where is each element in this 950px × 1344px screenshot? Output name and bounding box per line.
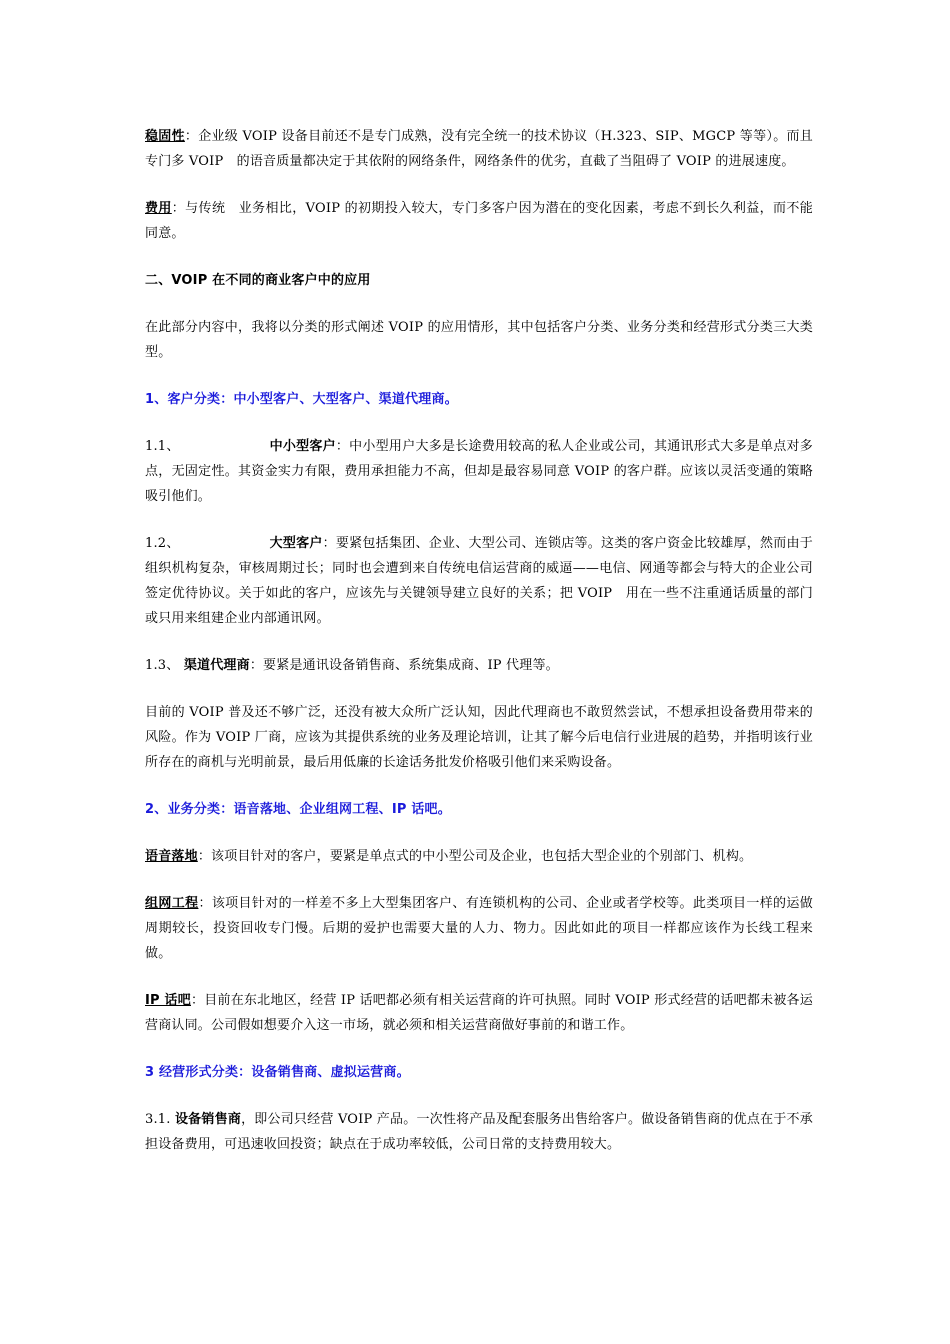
heading-operation-classification: 3 经营形式分类：设备销售商、虚拟运营商。	[145, 1065, 410, 1080]
document-body	[145, 124, 813, 1157]
item-3-1	[145, 1107, 813, 1157]
paragraph-network-project	[145, 891, 813, 966]
term-stability: 稳固性	[145, 129, 185, 144]
term-voice-landing: 语音落地	[145, 849, 198, 864]
paragraph-ip-bar	[145, 988, 813, 1038]
heading-business-classification: 2、业务分类：语音落地、企业组网工程、IP 话吧。	[145, 802, 451, 817]
paragraph-intro: 在此部分内容中，我将以分类的形式阐述 VOIP 的应用情形，其中包括客户分类、业务分类和经营形式分类三大类型。	[145, 320, 813, 360]
heading-customer-classification: 1、客户分类：中小型客户、大型客户、渠道代理商。	[145, 392, 458, 407]
item-number: 3.1.	[145, 1112, 175, 1127]
paragraph-voice-landing	[145, 844, 813, 869]
item-1-3	[145, 653, 813, 678]
item-text: ，即公司只经营 VOIP 产品。一次性将产品及配套服务出售给客户。做设备销售商的优点在于不承担设备费用，可迅速收回投资；缺点在于成功率较低，公司日常的支持费用较大。	[145, 1112, 813, 1152]
term-channel-agent: 渠道代理商	[183, 658, 250, 673]
paragraph-text: ：该项目针对的一样差不多上大型集团客户、有连锁机构的公司、企业或者学校等。此类项目一样的运做周期较长，投资回收专门慢。后期的爱护也需要大量的人力、物力。因此如此的项目一样都应该作为长线工程来做。	[145, 896, 813, 961]
item-text: ：要紧包括集团、企业、大型公司、连锁店等。这类的客户资金比较雄厚，然而由于组织机构复杂，审核周期过长；同时也会遭到来自传统电信运营商的威逼——电信、网通等都会与特大的企业公司签定优待协议。关于如此的客户，应该先与关键领导建立良好的关系；把 VOIP 用在一些不注重通话质量的部门或只用来组建企业内部通讯网。	[145, 536, 813, 626]
term-equipment-seller: 设备销售商	[174, 1112, 242, 1127]
paragraph-agent-detail: 目前的 VOIP 普及还不够广泛，还没有被大众所广泛认知，因此代理商也不敢贸然尝试，不想承担设备费用带来的风险。作为 VOIP 厂商，应该为其提供系统的业务及理论培训，让其了解今后电信行业进展的趋势，并指明该行业所存在的商机与光明前景，最后用低廉的长途话务批发价格吸引他们来采购设备。	[145, 705, 813, 770]
paragraph-stability-text: ：企业级 VOIP 设备目前还不是专门成熟，没有完全统一的技术协议（H.323、SIP、MGCP 等等）。而且专门多 VOIP 的语音质量都决定于其依附的网络条件，网络条件的优劣，直截了当阻碍了 VOIP 的进展速度。	[145, 129, 813, 169]
paragraph-text: ：目前在东北地区，经营 IP 话吧都必须有相关运营商的许可执照。同时 VOIP 形式经营的话吧都未被各运营商认同。公司假如想要介入这一市场，就必须和相关运营商做好事前的和谐工作。	[145, 993, 813, 1033]
term-network-project: 组网工程	[145, 896, 199, 911]
paragraph-cost	[145, 196, 813, 246]
item-number: 1.2、	[145, 536, 180, 551]
term-large-customer: 大型客户	[269, 536, 323, 551]
item-1-1	[145, 434, 813, 509]
paragraph-cost-text: ：与传统 业务相比，VOIP 的初期投入较大，专门多客户因为潜在的变化因素，考虑不到长久利益，而不能同意。	[145, 201, 813, 241]
term-cost: 费用	[145, 201, 172, 216]
item-1-2	[145, 531, 813, 631]
item-text: ：要紧是通讯设备销售商、系统集成商、IP 代理等。	[249, 658, 559, 673]
item-number: 1.3、	[145, 658, 180, 673]
paragraph-text: ：该项目针对的客户，要紧是单点式的中小型公司及企业，也包括大型企业的个别部门、机构。	[197, 849, 753, 864]
paragraph-stability	[145, 124, 813, 174]
term-small-medium-customer: 中小型客户	[269, 439, 336, 454]
term-ip-bar: IP 话吧	[145, 993, 191, 1008]
item-text: ：中小型用户大多是长途费用较高的私人企业或公司，其通讯形式大多是单点对多点，无固定性。其资金实力有限，费用承担能力不高，但却是最容易同意 VOIP 的客户群。应该以灵活变通的策略吸引他们。	[145, 439, 813, 504]
item-number: 1.1、	[145, 439, 180, 454]
section-heading-2: 二、VOIP 在不同的商业客户中的应用	[145, 273, 371, 288]
